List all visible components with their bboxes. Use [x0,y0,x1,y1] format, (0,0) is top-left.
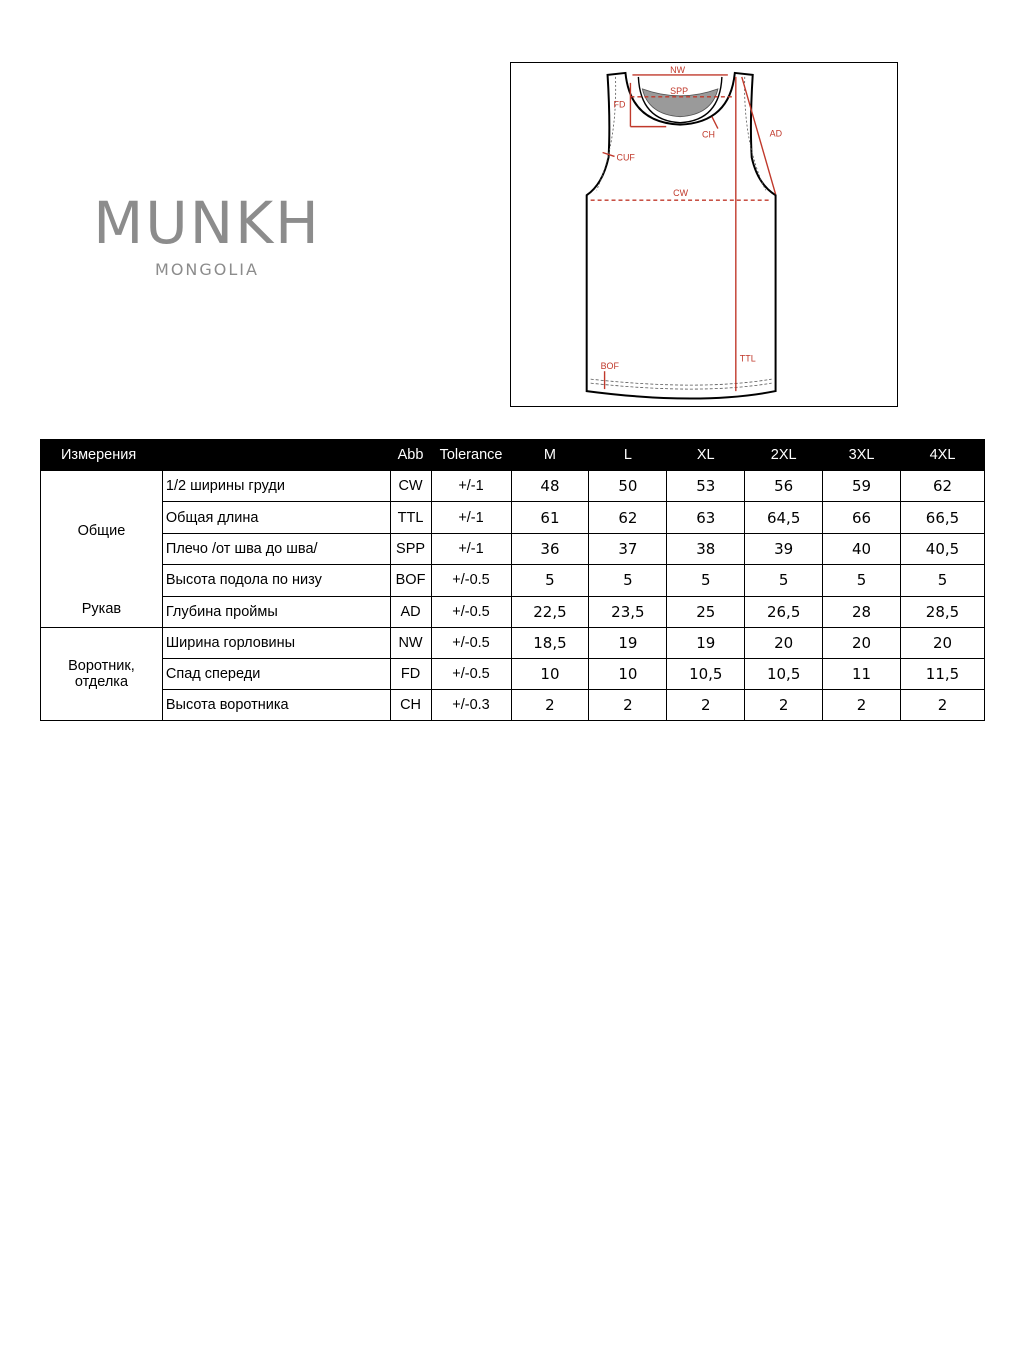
size-value: 63 [667,502,745,533]
group-general-sleeve [41,471,163,628]
label-cuf: CUF [616,152,635,163]
header-tolerance: Tolerance [431,440,511,471]
size-value: 5 [901,565,985,596]
table-row [41,628,985,659]
size-value: 61 [511,502,589,533]
size-value: 28,5 [901,596,985,627]
header-abb: Abb [390,440,431,471]
size-value: 5 [589,565,667,596]
size-value: 2 [901,690,985,721]
table-row [41,565,985,596]
size-chart-table [40,439,985,721]
label-cw: CW [673,188,689,199]
brand-name: MUNKH [93,189,321,257]
label-ad: AD [769,128,783,139]
header-size-m: M [511,440,589,471]
size-value: 2 [511,690,589,721]
size-value: 19 [589,628,667,659]
size-value: 59 [823,471,901,502]
tolerance: +/-1 [431,471,511,502]
label-ch: CH [702,129,715,140]
size-value: 18,5 [511,628,589,659]
label-spp: SPP [670,85,689,96]
size-value: 5 [667,565,745,596]
size-value: 48 [511,471,589,502]
group-label-collar: Воротник, отделка [68,658,135,690]
label-bof: BOF [600,361,619,372]
tolerance: +/-0.5 [431,596,511,627]
abbreviation: CW [390,471,431,502]
size-value: 26,5 [745,596,823,627]
size-value: 5 [823,565,901,596]
measurement-name: Плечо /от шва до шва/ [162,533,390,564]
measurement-name: Спад спереди [162,659,390,690]
brand-logo [82,188,332,279]
size-value: 11,5 [901,659,985,690]
size-value: 40 [823,533,901,564]
size-value: 2 [823,690,901,721]
size-value: 10 [589,659,667,690]
table-row [41,533,985,564]
size-value: 19 [667,628,745,659]
abbreviation: CH [390,690,431,721]
abbreviation: NW [390,628,431,659]
tolerance: +/-0.5 [431,565,511,596]
tolerance: +/-1 [431,502,511,533]
header-size-2xl: 2XL [745,440,823,471]
measurement-name: Высота подола по низу [162,565,390,596]
table-header-row [41,440,985,471]
size-value: 2 [667,690,745,721]
abbreviation: TTL [390,502,431,533]
abbreviation: BOF [390,565,431,596]
header-size-xl: XL [667,440,745,471]
size-value: 2 [745,690,823,721]
garment-measurement-diagram [510,62,898,407]
group-label-general: Общие [77,523,126,539]
group-label-sleeve: Рукав [81,601,122,617]
size-value: 25 [667,596,745,627]
table-row [41,690,985,721]
size-value: 50 [589,471,667,502]
tolerance: +/-1 [431,533,511,564]
size-value: 5 [745,565,823,596]
measurement-name: Ширина горловины [162,628,390,659]
size-value: 66 [823,502,901,533]
size-value: 20 [745,628,823,659]
size-value: 11 [823,659,901,690]
measurement-name: Общая длина [162,502,390,533]
size-value: 10,5 [745,659,823,690]
size-value: 10,5 [667,659,745,690]
abbreviation: AD [390,596,431,627]
size-value: 28 [823,596,901,627]
size-value: 64,5 [745,502,823,533]
size-value: 53 [667,471,745,502]
table-row [41,471,985,502]
tolerance: +/-0.5 [431,628,511,659]
size-value: 5 [511,565,589,596]
size-value: 10 [511,659,589,690]
table-row [41,502,985,533]
measurement-name: Глубина проймы [162,596,390,627]
label-ttl: TTL [739,353,756,364]
size-value: 23,5 [589,596,667,627]
size-value: 38 [667,533,745,564]
abbreviation: FD [390,659,431,690]
header-size-3xl: 3XL [823,440,901,471]
size-value: 56 [745,471,823,502]
table-row [41,596,985,627]
tolerance: +/-0.3 [431,690,511,721]
label-fd: FD [613,99,626,110]
label-nw: NW [670,64,686,75]
header-measurements: Измерения [41,440,391,471]
measurement-name: 1/2 ширины груди [162,471,390,502]
size-value: 66,5 [901,502,985,533]
brand-subtitle: MONGOLIA [155,260,259,279]
abbreviation: SPP [390,533,431,564]
size-value: 20 [823,628,901,659]
size-value: 40,5 [901,533,985,564]
size-value: 22,5 [511,596,589,627]
size-value: 20 [901,628,985,659]
header-size-l: L [589,440,667,471]
size-value: 37 [589,533,667,564]
size-value: 62 [589,502,667,533]
size-value: 62 [901,471,985,502]
group-collar [41,628,163,721]
tank-top-drawing [511,63,897,406]
table-row [41,659,985,690]
size-value: 36 [511,533,589,564]
tolerance: +/-0.5 [431,659,511,690]
header-size-4xl: 4XL [901,440,985,471]
size-value: 39 [745,533,823,564]
size-value: 2 [589,690,667,721]
measurement-name: Высота воротника [162,690,390,721]
